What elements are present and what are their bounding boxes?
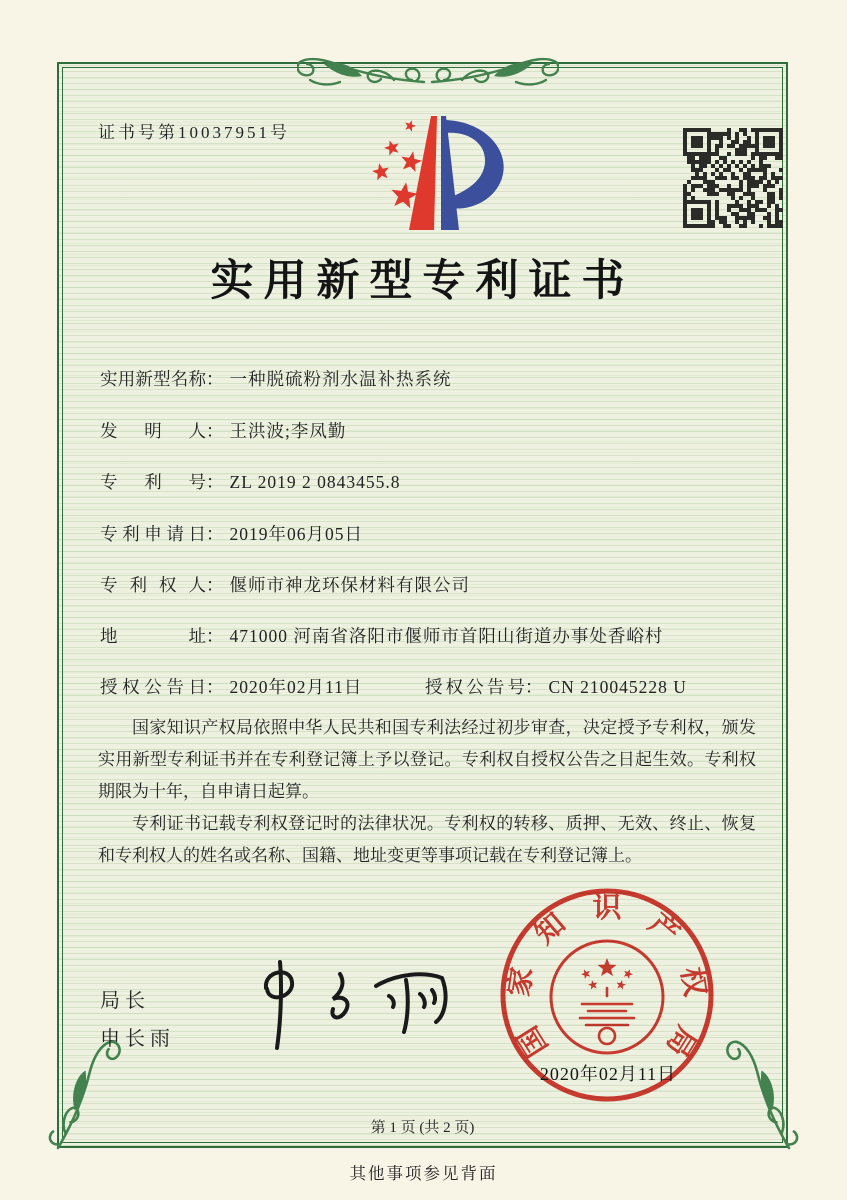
- field-value-inventor: 王洪波;李凤勤: [229, 421, 347, 441]
- paragraph-register-statement: 专利证书记载专利权登记时的法律状况。专利权的转移、质押、无效、终止、恢复和专利权人的姓名或名称、国籍、地址变更等事项记载在专利登记簿上。: [98, 813, 756, 865]
- field-value-grant-no: CN 210045228 U: [548, 677, 687, 697]
- field-row-inventor: [100, 418, 346, 443]
- legal-paragraphs: [98, 712, 756, 872]
- field-label: 专利权人: [100, 575, 206, 595]
- field-label: 地址: [100, 626, 206, 646]
- cnipa-logo-icon: [348, 110, 518, 236]
- colon: ：: [206, 421, 224, 441]
- field-row-grant-no: [425, 674, 687, 699]
- colon: ：: [206, 626, 224, 646]
- colon: ：: [206, 369, 224, 389]
- field-row-grant-date: [100, 674, 362, 699]
- svg-text:识: 识: [592, 892, 622, 924]
- field-value-filing-date: 2019年06月05日: [229, 524, 363, 544]
- field-row-filing-date: [100, 521, 363, 546]
- field-value-grant-date: 2020年02月11日: [229, 677, 363, 697]
- colon: ：: [206, 524, 224, 544]
- field-value-patent-name: 一种脱硫粉剂水温补热系统: [229, 369, 452, 389]
- field-row-patent-no: [100, 469, 400, 494]
- field-value-address: 471000 河南省洛阳市偃师市首阳山街道办事处香峪村: [229, 626, 664, 646]
- field-row-name: [100, 366, 452, 391]
- colon: ：: [206, 472, 224, 492]
- field-label: 授权公告日: [100, 677, 206, 697]
- certificate-title: 实用新型专利证书: [210, 258, 635, 305]
- svg-text:家: 家: [502, 965, 540, 999]
- signer-name: 申长雨: [100, 1028, 175, 1050]
- svg-text:局: 局: [659, 1020, 703, 1062]
- field-label: 实用新型名称: [100, 369, 206, 389]
- colon: ：: [525, 677, 543, 697]
- signer-title: 局长: [100, 990, 150, 1012]
- field-label: 发明人: [100, 421, 206, 441]
- paragraph-grant-statement: 国家知识产权局依照中华人民共和国专利法经过初步审查，决定授予专利权，颁发实用新型专利证书并在专利登记簿上予以登记。专利权自授权公告之日起生效。专利权期限为十年，自申请日起算。: [98, 718, 756, 801]
- certificate-number: 证书号第10037951号: [98, 123, 290, 142]
- field-row-patentee: [100, 572, 470, 597]
- seal-date: 2020年02月11日: [539, 1064, 677, 1084]
- director-signature: [226, 956, 461, 1054]
- svg-text:国: 国: [511, 1020, 555, 1062]
- svg-text:知: 知: [528, 907, 572, 951]
- svg-text:权: 权: [674, 965, 712, 999]
- field-label: 专利号: [100, 472, 206, 492]
- svg-text:产: 产: [642, 907, 686, 951]
- page-indicator: 第 1 页 (共 2 页): [370, 1120, 475, 1136]
- colon: ：: [206, 677, 224, 697]
- field-value-patentee: 偃师市神龙环保材料有限公司: [229, 575, 470, 595]
- back-note: 其他事项参见背面: [349, 1164, 498, 1183]
- field-row-address: [100, 623, 663, 648]
- field-label: 授权公告号: [425, 677, 525, 697]
- colon: ：: [206, 575, 224, 595]
- field-label: 专利申请日: [100, 524, 206, 544]
- field-value-patent-no: ZL 2019 2 0843455.8: [229, 472, 401, 492]
- qr-code: [683, 128, 783, 228]
